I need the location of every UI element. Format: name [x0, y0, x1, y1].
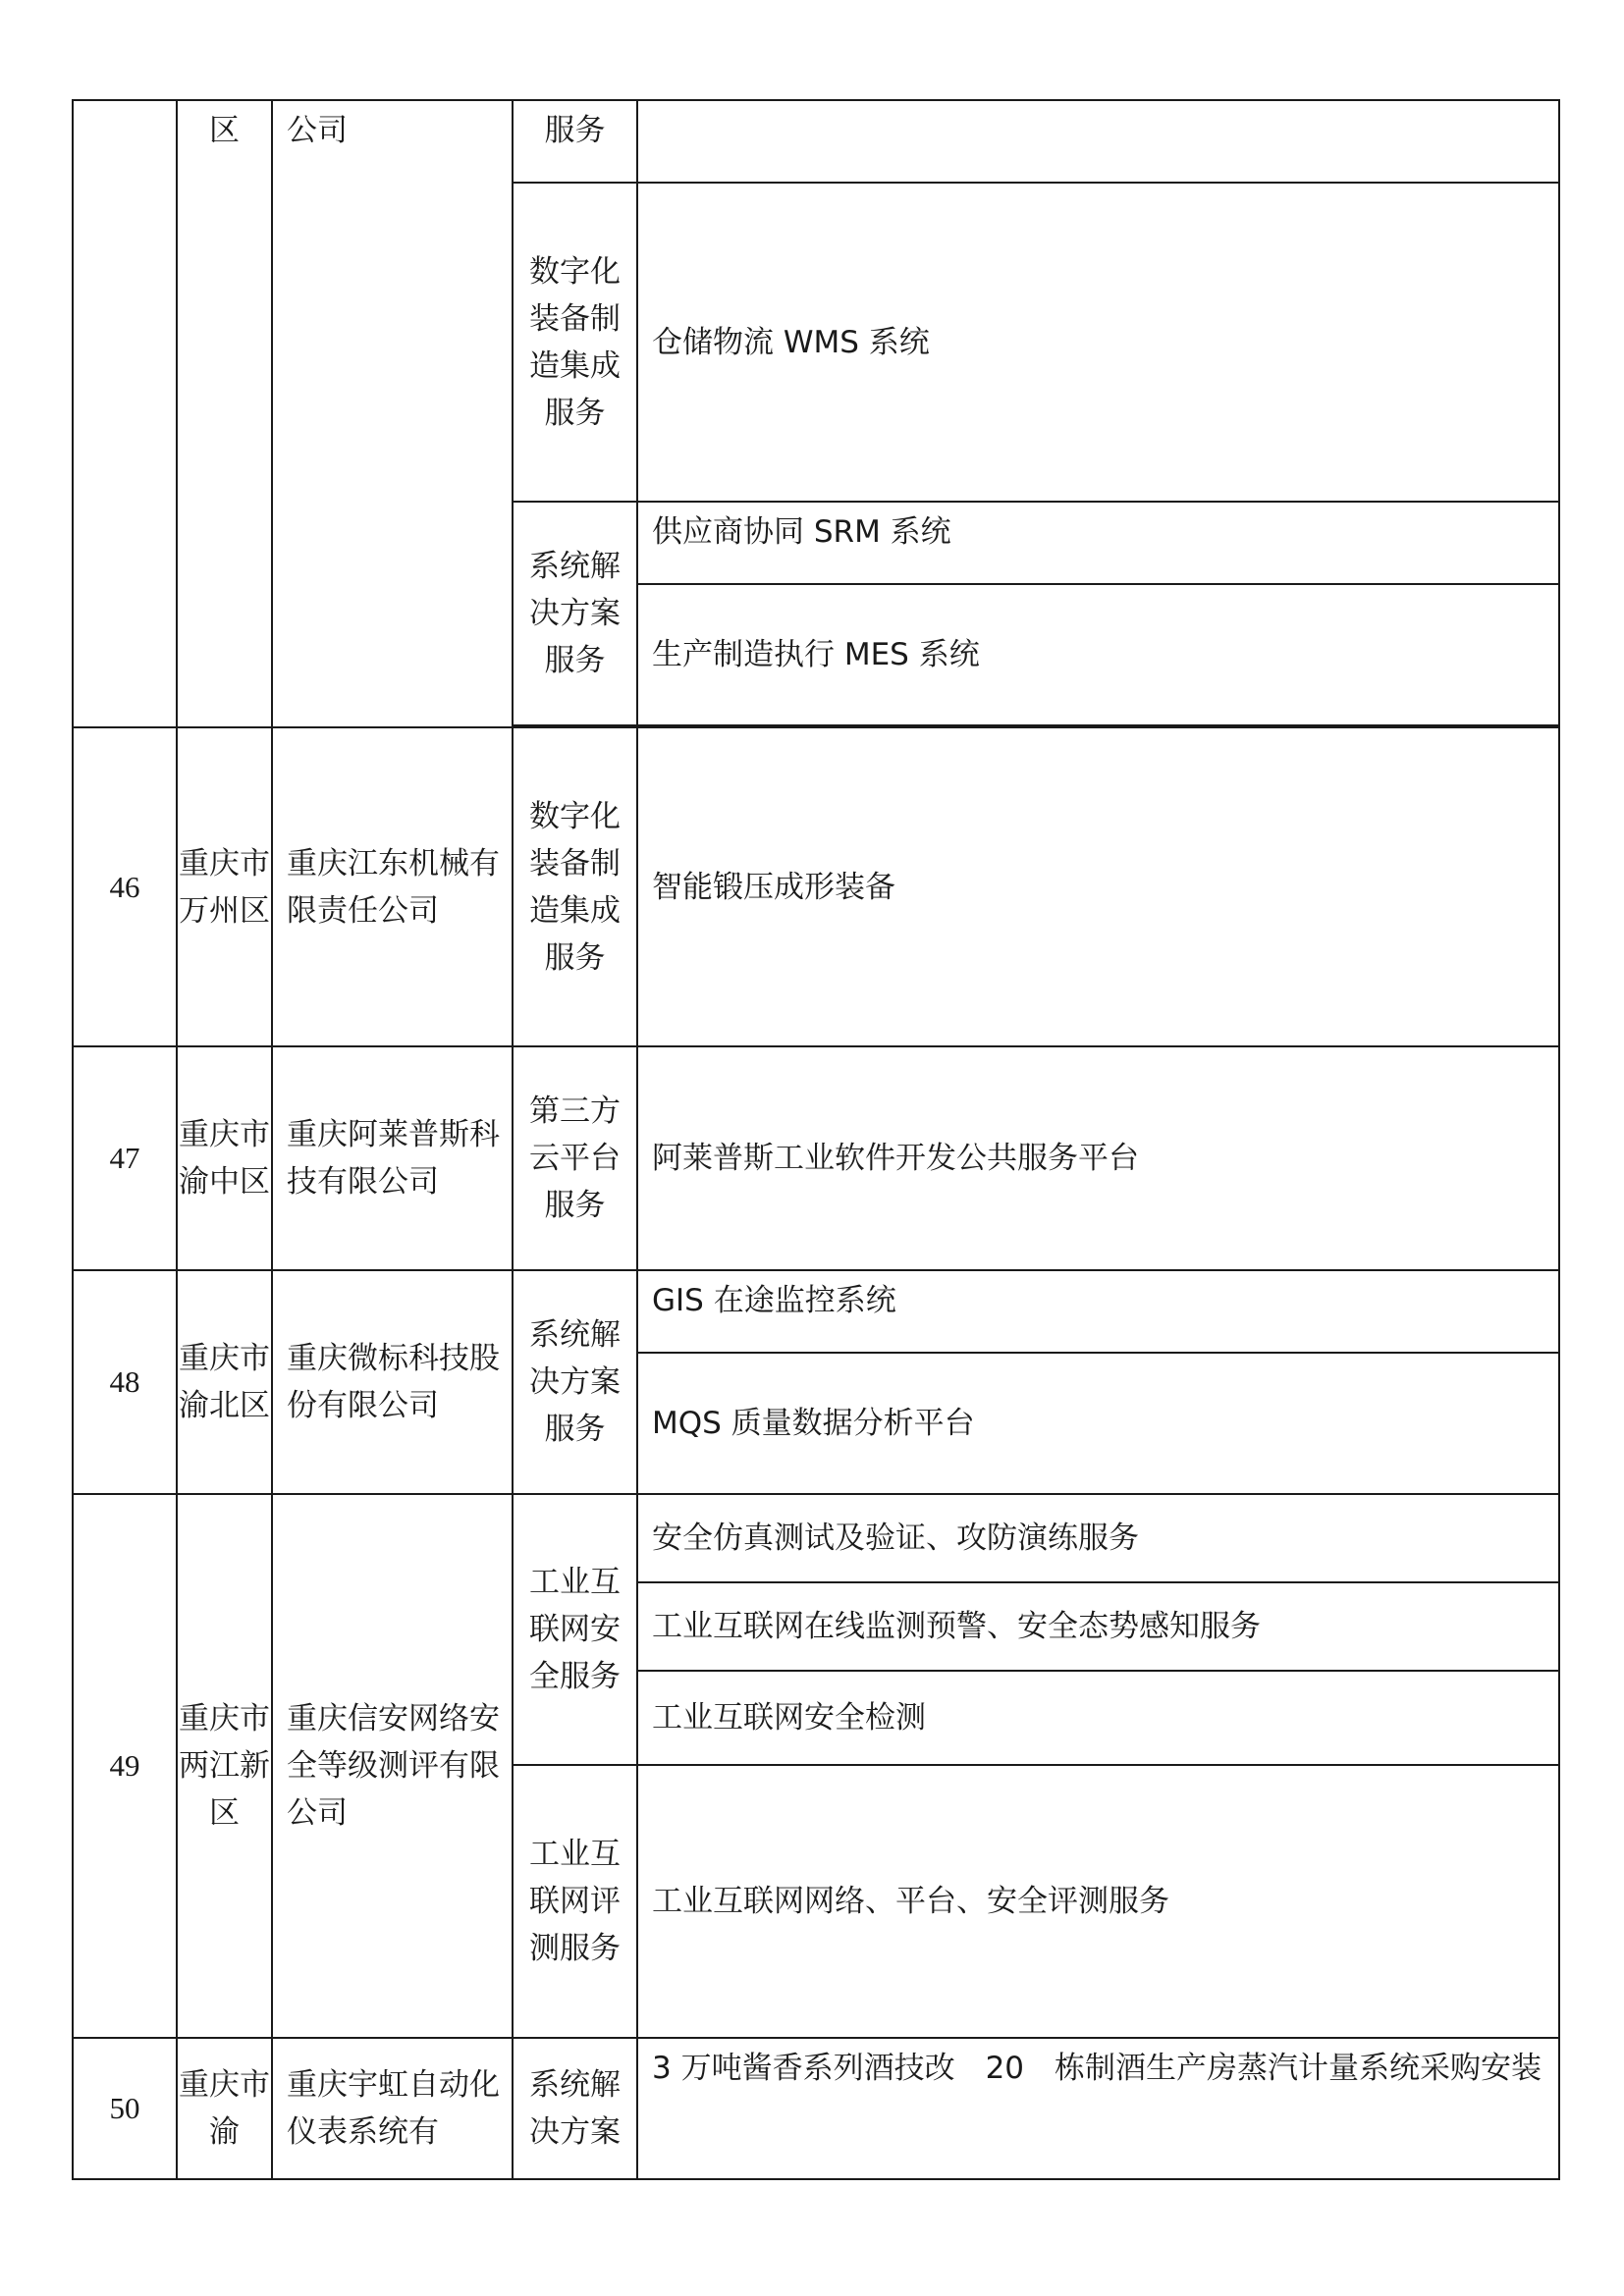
company-cell: 重庆江东机械有限责任公司	[272, 727, 513, 1046]
service-type-cell: 数字化装备制造集成服务	[513, 727, 637, 1046]
service-item-cell: 安全仿真测试及验证、攻防演练服务	[637, 1494, 1559, 1582]
company-cell: 重庆阿莱普斯科技有限公司	[272, 1046, 513, 1270]
service-item-cell	[637, 100, 1559, 183]
service-type-cell: 系统解决方案服务	[513, 1270, 637, 1494]
service-item-cell: 工业互联网在线监测预警、安全态势感知服务	[637, 1582, 1559, 1671]
service-item-cell: 智能锻压成形装备	[637, 727, 1559, 1046]
region-cell: 重庆市渝北区	[177, 1270, 272, 1494]
service-item-cell: 工业互联网安全检测	[637, 1671, 1559, 1765]
service-type-cell: 数字化装备制造集成服务	[513, 183, 637, 502]
company-cell: 重庆微标科技股份有限公司	[272, 1270, 513, 1494]
row-number-cell: 48	[73, 1270, 177, 1494]
service-provider-table	[72, 99, 1560, 2180]
table-row	[73, 1270, 1559, 1353]
service-item-cell: 仓储物流 WMS 系统	[637, 183, 1559, 502]
service-type-cell: 工业互联网评测服务	[513, 1765, 637, 2038]
service-item-cell: 供应商协同 SRM 系统	[637, 502, 1559, 584]
row-number-cell: 47	[73, 1046, 177, 1270]
region-cell: 重庆市渝	[177, 2038, 272, 2179]
row-number-cell: 50	[73, 2038, 177, 2179]
company-cell: 重庆信安网络安全等级测评有限公司	[272, 1494, 513, 2038]
service-type-cell: 系统解决方案服务	[513, 502, 637, 725]
service-item-cell: 阿莱普斯工业软件开发公共服务平台	[637, 1046, 1559, 1270]
region-cell: 区	[177, 100, 272, 727]
service-type-cell: 系统解决方案	[513, 2038, 637, 2179]
service-item-cell: MQS 质量数据分析平台	[637, 1353, 1559, 1494]
table-row	[73, 727, 1559, 1046]
service-type-cell: 第三方云平台服务	[513, 1046, 637, 1270]
table-row	[73, 1046, 1559, 1270]
company-cell: 公司	[272, 100, 513, 727]
service-item-cell: 工业互联网网络、平台、安全评测服务	[637, 1765, 1559, 2038]
row-number-cell: 49	[73, 1494, 177, 2038]
table-row	[73, 100, 1559, 183]
table-row	[73, 2038, 1559, 2179]
service-item-cell: 3 万吨酱香系列酒技改 20 栋制酒生产房蒸汽计量系统采购安装	[637, 2038, 1559, 2179]
service-item-cell: 生产制造执行 MES 系统	[637, 584, 1559, 725]
row-number-cell	[73, 100, 177, 727]
table-row	[73, 1494, 1559, 1582]
service-type-cell: 工业互联网安全服务	[513, 1494, 637, 1765]
service-type-cell: 服务	[513, 100, 637, 183]
region-cell: 重庆市万州区	[177, 727, 272, 1046]
service-item-cell: GIS 在途监控系统	[637, 1270, 1559, 1353]
company-cell: 重庆宇虹自动化仪表系统有	[272, 2038, 513, 2179]
region-cell: 重庆市两江新区	[177, 1494, 272, 2038]
row-number-cell: 46	[73, 727, 177, 1046]
region-cell: 重庆市渝中区	[177, 1046, 272, 1270]
